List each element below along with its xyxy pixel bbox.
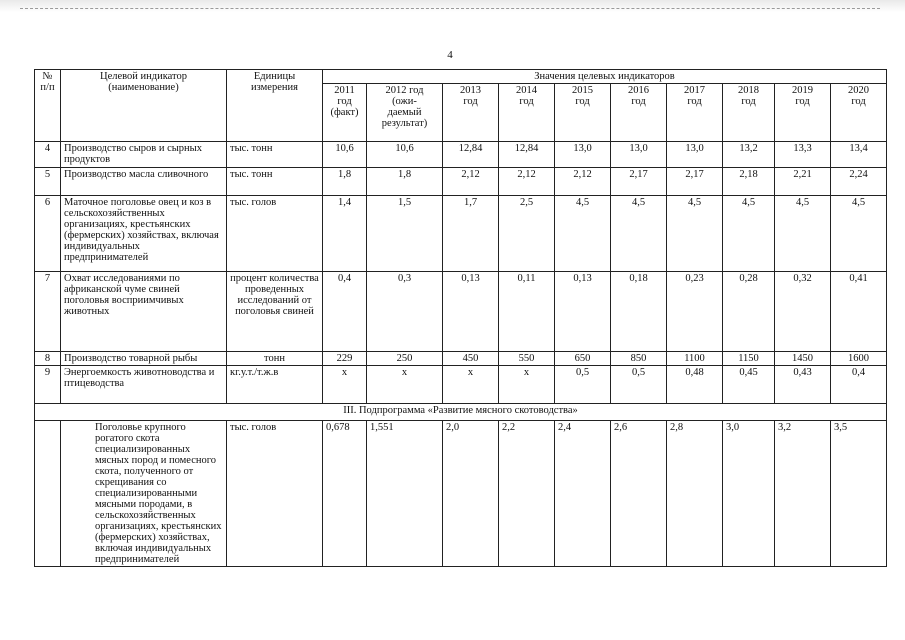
header-year: 2015 год [555, 84, 611, 142]
value-cell: 0,45 [723, 366, 775, 404]
unit-cell: процент количества проведенных исследований от поголовья свиней [227, 272, 323, 352]
table-row [35, 352, 887, 366]
value-cell: 0,678 [323, 421, 367, 567]
value-cell: 0,43 [775, 366, 831, 404]
value-cell: 1,8 [323, 168, 367, 196]
row-number: 5 [35, 168, 61, 196]
row-number: 6 [35, 196, 61, 272]
scan-artifact-line [20, 8, 880, 9]
value-cell: 2,21 [775, 168, 831, 196]
value-cell: 650 [555, 352, 611, 366]
value-cell: 1,7 [443, 196, 499, 272]
unit-cell: кг.у.т./т.ж.в [227, 366, 323, 404]
value-cell: 1600 [831, 352, 887, 366]
indicator-name: Маточное поголовье овец и коз в сельскохозяйственных организациях, крестьянских (фермерских) хозяйствах, включая индивидуальных предпринимателей [61, 196, 227, 272]
value-cell: 2,12 [555, 168, 611, 196]
header-year: 2019 год [775, 84, 831, 142]
value-cell: 12,84 [499, 142, 555, 168]
row-number: 8 [35, 352, 61, 366]
value-cell: 2,4 [555, 421, 611, 567]
row-number: 4 [35, 142, 61, 168]
value-cell: 1450 [775, 352, 831, 366]
value-cell: 2,2 [499, 421, 555, 567]
header-values-title: Значения целевых индикаторов [323, 70, 887, 84]
table-row [35, 196, 887, 272]
table-row [35, 272, 887, 352]
header-year: 2013 год [443, 84, 499, 142]
header-year: 2018 год [723, 84, 775, 142]
value-cell: х [443, 366, 499, 404]
value-cell: 4,5 [775, 196, 831, 272]
value-cell: 0,13 [443, 272, 499, 352]
value-cell: 0,41 [831, 272, 887, 352]
value-cell: 1,5 [367, 196, 443, 272]
value-cell: 1,8 [367, 168, 443, 196]
value-cell: 250 [367, 352, 443, 366]
section-row [35, 404, 887, 421]
unit-cell: тыс. голов [227, 196, 323, 272]
value-cell: 2,18 [723, 168, 775, 196]
value-cell: 2,6 [611, 421, 667, 567]
value-cell: 4,5 [831, 196, 887, 272]
header-year: 2017 год [667, 84, 723, 142]
value-cell: 1,4 [323, 196, 367, 272]
value-cell: 1,551 [367, 421, 443, 567]
value-cell: 0,32 [775, 272, 831, 352]
indicator-name: Производство масла сливочного [61, 168, 227, 196]
value-cell: 0,3 [367, 272, 443, 352]
value-cell: 4,5 [667, 196, 723, 272]
value-cell: 2,8 [667, 421, 723, 567]
value-cell: 0,4 [323, 272, 367, 352]
value-cell: 2,24 [831, 168, 887, 196]
value-cell: 10,6 [367, 142, 443, 168]
value-cell: 450 [443, 352, 499, 366]
table-row [35, 168, 887, 196]
value-cell: 2,17 [667, 168, 723, 196]
value-cell: 0,5 [611, 366, 667, 404]
value-cell: 12,84 [443, 142, 499, 168]
header-indicator [61, 70, 227, 142]
table-row [35, 142, 887, 168]
value-cell: 2,12 [499, 168, 555, 196]
indicator-name: Производство сыров и сырных продуктов [61, 142, 227, 168]
header-no [35, 70, 61, 142]
value-cell: 13,0 [611, 142, 667, 168]
header-year: 2011 год (факт) [323, 84, 367, 142]
value-cell: 229 [323, 352, 367, 366]
value-cell: 2,12 [443, 168, 499, 196]
header-unit-text: Единицы измерения [251, 71, 298, 93]
value-cell: 0,13 [555, 272, 611, 352]
value-cell: 0,28 [723, 272, 775, 352]
unit-cell: тыс. тонн [227, 142, 323, 168]
value-cell: 1100 [667, 352, 723, 366]
value-cell: 13,0 [555, 142, 611, 168]
scan-edge [0, 0, 905, 12]
value-cell: х [323, 366, 367, 404]
value-cell: 4,5 [611, 196, 667, 272]
value-cell: 0,4 [831, 366, 887, 404]
row-number: 7 [35, 272, 61, 352]
value-cell: 13,4 [831, 142, 887, 168]
indicators-table [34, 69, 887, 567]
value-cell: 3,0 [723, 421, 775, 567]
value-cell: 3,2 [775, 421, 831, 567]
value-cell: 3,5 [831, 421, 887, 567]
value-cell: 0,18 [611, 272, 667, 352]
value-cell: 850 [611, 352, 667, 366]
value-cell: 2,17 [611, 168, 667, 196]
value-cell: х [367, 366, 443, 404]
unit-cell: тыс. тонн [227, 168, 323, 196]
indicator-name: Охват исследованиями по африканской чуме свиней поголовья восприимчивых животных [61, 272, 227, 352]
value-cell: 4,5 [555, 196, 611, 272]
value-cell: х [499, 366, 555, 404]
value-cell: 13,2 [723, 142, 775, 168]
value-cell: 4,5 [723, 196, 775, 272]
value-cell: 0,5 [555, 366, 611, 404]
value-cell: 0,23 [667, 272, 723, 352]
header-year: 2020 год [831, 84, 887, 142]
unit-cell: тыс. голов [227, 421, 323, 567]
indicator-name: Производство товарной рыбы [61, 352, 227, 366]
header-year: 2016 год [611, 84, 667, 142]
header-year: 2012 год (ожи- даемый результат) [367, 84, 443, 142]
header-unit [227, 70, 323, 142]
table-row [35, 366, 887, 404]
row-number [35, 421, 61, 567]
row-number: 9 [35, 366, 61, 404]
header-indicator-text: Целевой индикатор (наименование) [99, 71, 187, 93]
value-cell: 0,11 [499, 272, 555, 352]
value-cell: 550 [499, 352, 555, 366]
indicator-name: Поголовье крупного рогатого скота специализированных мясных пород и помесного скота, полученного от скрещивания со специализированными мясными породами, в сельскохозяйственных организациях, крестьянских (фермерских) хозяйствах, включая индивидуальных предпринимателей [61, 421, 227, 567]
value-cell: 1150 [723, 352, 775, 366]
page-number: 4 [447, 49, 453, 61]
value-cell: 13,3 [775, 142, 831, 168]
value-cell: 0,48 [667, 366, 723, 404]
value-cell: 2,0 [443, 421, 499, 567]
unit-cell: тонн [227, 352, 323, 366]
table-row [35, 421, 887, 567]
header-year: 2014 год [499, 84, 555, 142]
value-cell: 2,5 [499, 196, 555, 272]
value-cell: 13,0 [667, 142, 723, 168]
header-no-text: № п/п [40, 71, 55, 93]
indicator-name: Энергоемкость животноводства и птицеводства [61, 366, 227, 404]
value-cell: 10,6 [323, 142, 367, 168]
section-title: III. Подпрограмма «Развитие мясного скотоводства» [35, 404, 887, 421]
